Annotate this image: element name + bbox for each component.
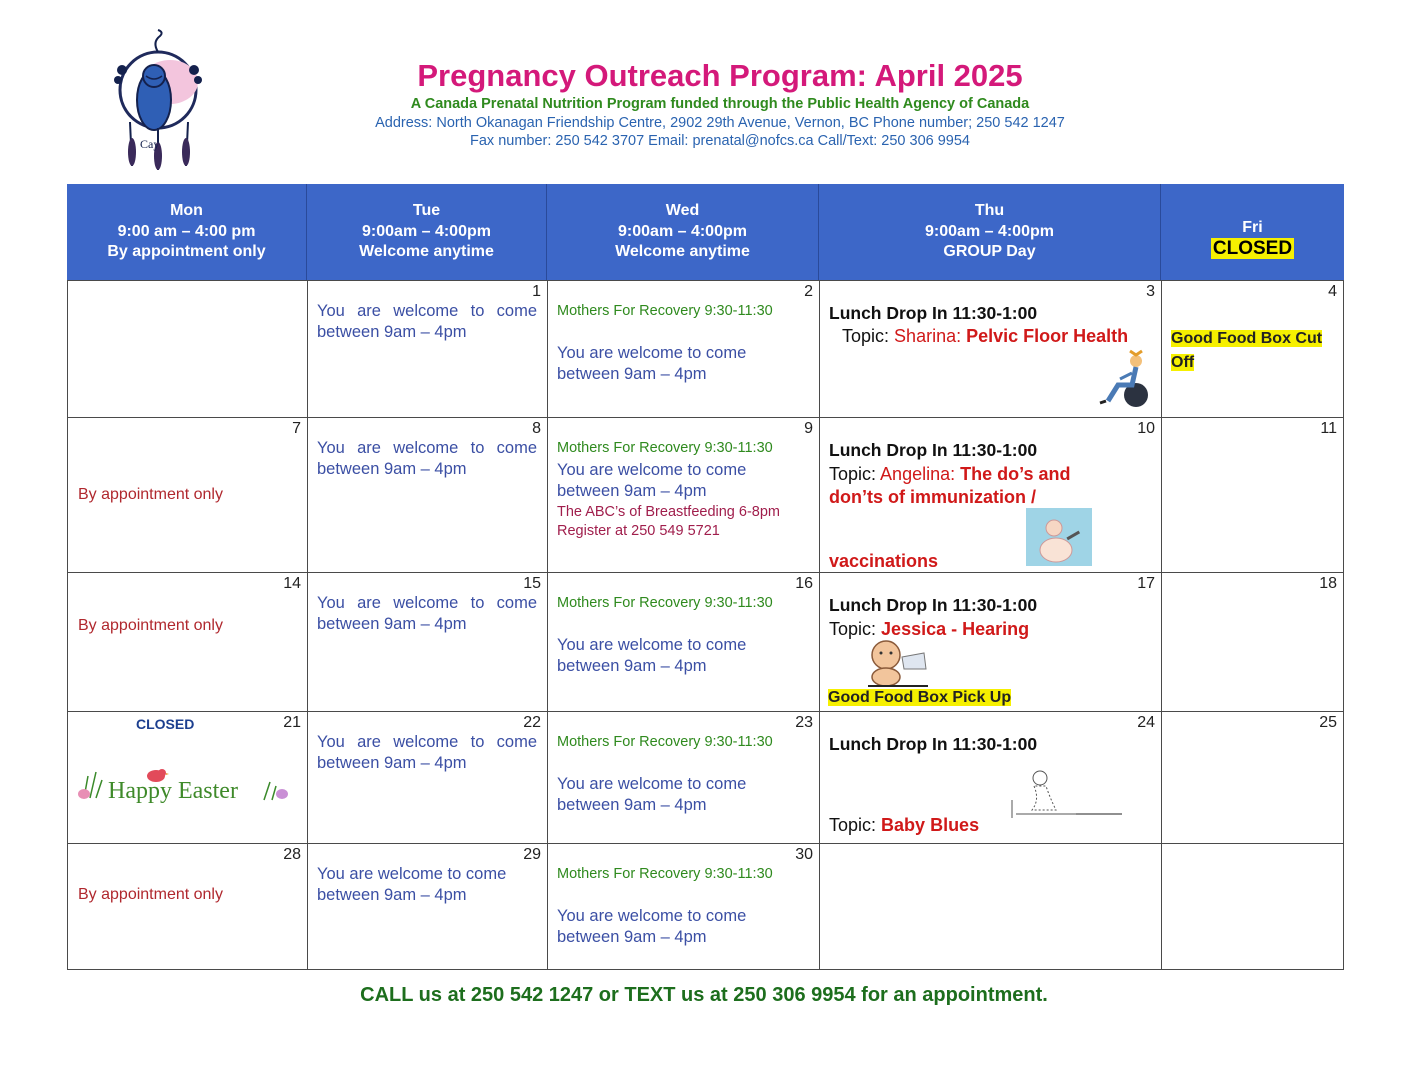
lunch-drop-in: Lunch Drop In 11:30-1:00 xyxy=(829,595,1038,615)
day-note: By appointment only xyxy=(107,243,266,261)
date-number: 28 xyxy=(283,846,301,863)
day-cell-apr-2 xyxy=(547,280,820,418)
welcome-hours: between 9am – 4pm xyxy=(317,754,467,772)
day-header-tue xyxy=(307,184,547,280)
baby-vaccination-illustration xyxy=(1026,508,1092,568)
date-number: 8 xyxy=(532,420,541,437)
date-number: 25 xyxy=(1319,714,1337,731)
program-logo xyxy=(108,30,212,170)
date-number: 29 xyxy=(523,846,541,863)
date-number: 15 xyxy=(523,575,541,592)
topic-line xyxy=(829,618,1029,641)
mothers-for-recovery: Mothers For Recovery 9:30-11:30 xyxy=(557,595,773,611)
day-cell-apr-17 xyxy=(819,572,1162,712)
topic-label: Topic: xyxy=(829,464,877,484)
topic-line xyxy=(842,325,1128,348)
day-header-mon xyxy=(67,184,307,280)
topic-title: - Hearing xyxy=(951,619,1030,639)
closed-badge: CLOSED xyxy=(1212,237,1293,259)
day-note: GROUP Day xyxy=(943,243,1036,261)
day-cell-apr-24 xyxy=(819,711,1162,844)
breastfeeding-class: The ABC’s of Breastfeeding 6-8pm xyxy=(557,504,780,520)
date-number: 16 xyxy=(795,575,813,592)
easter-eggs-icon xyxy=(264,780,292,802)
mothers-for-recovery: Mothers For Recovery 9:30-11:30 xyxy=(557,303,773,319)
day-note: Welcome anytime xyxy=(615,243,750,261)
day-hours: 9:00 am – 4:00 pm xyxy=(117,222,256,240)
day-cell-apr-30 xyxy=(547,843,820,970)
day-cell-apr-11 xyxy=(1161,417,1344,573)
topic-speaker: Jessica xyxy=(881,619,947,639)
day-hours: 9:00am – 4:00pm xyxy=(362,222,491,240)
welcome-hours: between 9am – 4pm xyxy=(557,365,707,383)
day-cell-apr-10 xyxy=(819,417,1162,573)
date-number: 18 xyxy=(1319,575,1337,592)
welcome-hours: between 9am – 4pm xyxy=(317,886,467,904)
topic-label: Topic: xyxy=(842,326,890,346)
exercise-ball-illustration xyxy=(1098,349,1154,409)
baby-hearing-illustration xyxy=(868,639,930,687)
welcome-hours: between 9am – 4pm xyxy=(317,323,467,341)
grass-egg-icon xyxy=(76,768,106,800)
date-number: 14 xyxy=(283,575,301,592)
day-cell-apr-23 xyxy=(547,711,820,844)
topic-line xyxy=(829,814,979,837)
topic-speaker: Angelina: xyxy=(880,464,956,484)
welcome-hours: between 9am – 4pm xyxy=(557,928,707,946)
day-cell-empty xyxy=(1161,843,1344,970)
page-title: Pregnancy Outreach Program: April 2025 xyxy=(417,58,1023,93)
happy-easter-text: Happy Easter xyxy=(108,778,238,804)
address-line: Address: North Okanagan Friendship Centre, 2902 29th Avenue, Vernon, BC Phone number; 250 542 1247 xyxy=(375,115,1065,131)
welcome-hours: between 9am – 4pm xyxy=(317,460,467,478)
mothers-for-recovery: Mothers For Recovery 9:30-11:30 xyxy=(557,866,773,882)
footer-call-to-action: CALL us at 250 542 1247 or TEXT us at 250 306 9954 for an appointment. xyxy=(360,984,1048,1006)
topic-label: Topic: xyxy=(829,815,877,835)
day-hours: 9:00am – 4:00pm xyxy=(618,222,747,240)
day-cell-empty xyxy=(819,843,1162,970)
date-number: 11 xyxy=(1320,420,1337,437)
day-name: Fri xyxy=(1242,219,1263,236)
topic-label: Topic: xyxy=(829,619,877,639)
good-food-box-pickup xyxy=(828,689,1011,707)
day-cell-apr-18 xyxy=(1161,572,1344,712)
topic-speaker: Sharina: xyxy=(894,326,962,346)
contact-line: Fax number: 250 542 3707 Email: prenatal@nofcs.ca Call/Text: 250 306 9954 xyxy=(470,133,970,149)
cutoff-line-1: Good Food Box Cut xyxy=(1171,330,1323,347)
day-name: Tue xyxy=(412,202,441,220)
calendar-grid xyxy=(67,184,1344,970)
day-cell-apr-1 xyxy=(307,280,548,418)
pickup-label: Good Food Box Pick Up xyxy=(828,689,1012,706)
day-header-wed xyxy=(547,184,819,280)
date-number: 23 xyxy=(795,714,813,731)
welcome-text: You are welcome to come xyxy=(557,344,747,362)
day-hours: 9:00am – 4:00pm xyxy=(925,222,1054,240)
welcome-text: You are welcome to come xyxy=(557,775,747,793)
lunch-drop-in: Lunch Drop In 11:30-1:00 xyxy=(829,303,1038,323)
day-cell-apr-25 xyxy=(1161,711,1344,844)
welcome-text: You are welcome to come xyxy=(317,594,537,612)
day-cell-empty xyxy=(67,280,308,418)
mothers-for-recovery: Mothers For Recovery 9:30-11:30 xyxy=(557,440,773,456)
day-cell-apr-4 xyxy=(1161,280,1344,418)
lunch-drop-in: Lunch Drop In 11:30-1:00 xyxy=(829,734,1038,754)
topic-title: Pelvic Floor Health xyxy=(966,326,1129,346)
appointment-note: By appointment only xyxy=(78,617,223,634)
date-number: 4 xyxy=(1328,283,1337,300)
date-number: 30 xyxy=(795,846,813,863)
day-header-fri xyxy=(1161,184,1344,280)
closed-label: CLOSED xyxy=(136,716,195,732)
date-number: 21 xyxy=(283,714,301,731)
welcome-text: You are welcome to come xyxy=(557,907,747,925)
welcome-text: You are welcome to come xyxy=(317,302,537,320)
welcome-text: You are welcome to come xyxy=(317,733,537,751)
topic-title: The do’s and xyxy=(960,464,1071,484)
day-cell-apr-15 xyxy=(307,572,548,712)
welcome-hours: between 9am – 4pm xyxy=(557,482,707,500)
logo-text: Cay xyxy=(140,137,160,151)
day-header-thu xyxy=(819,184,1161,280)
day-note: Welcome anytime xyxy=(359,243,494,261)
day-name: Thu xyxy=(974,202,1005,220)
welcome-hours: between 9am – 4pm xyxy=(557,657,707,675)
day-cell-apr-7 xyxy=(67,417,308,573)
day-cell-apr-16 xyxy=(547,572,820,712)
mothers-for-recovery: Mothers For Recovery 9:30-11:30 xyxy=(557,734,773,750)
topic-title-cont: don’ts of immunization / xyxy=(829,487,1036,507)
day-name: Mon xyxy=(170,202,203,220)
topic-title-end: vaccinations xyxy=(829,551,939,571)
welcome-hours: between 9am – 4pm xyxy=(557,796,707,814)
date-number: 2 xyxy=(804,283,813,300)
day-cell-apr-22 xyxy=(307,711,548,844)
appointment-note: By appointment only xyxy=(78,486,223,503)
topic-title: Baby Blues xyxy=(881,815,980,835)
welcome-text: You are welcome to come xyxy=(317,865,507,883)
welcome-text: You are welcome to come xyxy=(557,461,747,479)
date-number: 3 xyxy=(1146,283,1155,300)
date-number: 9 xyxy=(804,420,813,437)
date-number: 17 xyxy=(1137,575,1155,592)
page-subtitle: A Canada Prenatal Nutrition Program funded through the Public Health Agency of Canada xyxy=(410,96,1030,112)
day-cell-apr-8 xyxy=(307,417,548,573)
welcome-hours: between 9am – 4pm xyxy=(317,615,467,633)
day-cell-apr-28 xyxy=(67,843,308,970)
day-cell-apr-3 xyxy=(819,280,1162,418)
day-cell-apr-9 xyxy=(547,417,820,573)
baby-blues-illustration xyxy=(1006,770,1126,826)
breastfeeding-register: Register at 250 549 5721 xyxy=(557,523,720,539)
cutoff-line-2: Off xyxy=(1171,354,1195,371)
good-food-box-cutoff xyxy=(1171,327,1322,375)
lunch-drop-in: Lunch Drop In 11:30-1:00 xyxy=(829,440,1038,460)
date-number: 1 xyxy=(532,283,541,300)
date-number: 24 xyxy=(1137,714,1155,731)
day-name: Wed xyxy=(665,202,700,220)
day-cell-apr-21 xyxy=(67,711,308,844)
day-cell-apr-14 xyxy=(67,572,308,712)
appointment-note: By appointment only xyxy=(78,886,223,903)
date-number: 7 xyxy=(292,420,301,437)
welcome-text: You are welcome to come xyxy=(557,636,747,654)
date-number: 22 xyxy=(523,714,541,731)
day-cell-apr-29 xyxy=(307,843,548,970)
topic-line xyxy=(829,463,1070,486)
date-number: 10 xyxy=(1137,420,1155,437)
welcome-text: You are welcome to come xyxy=(317,439,537,457)
